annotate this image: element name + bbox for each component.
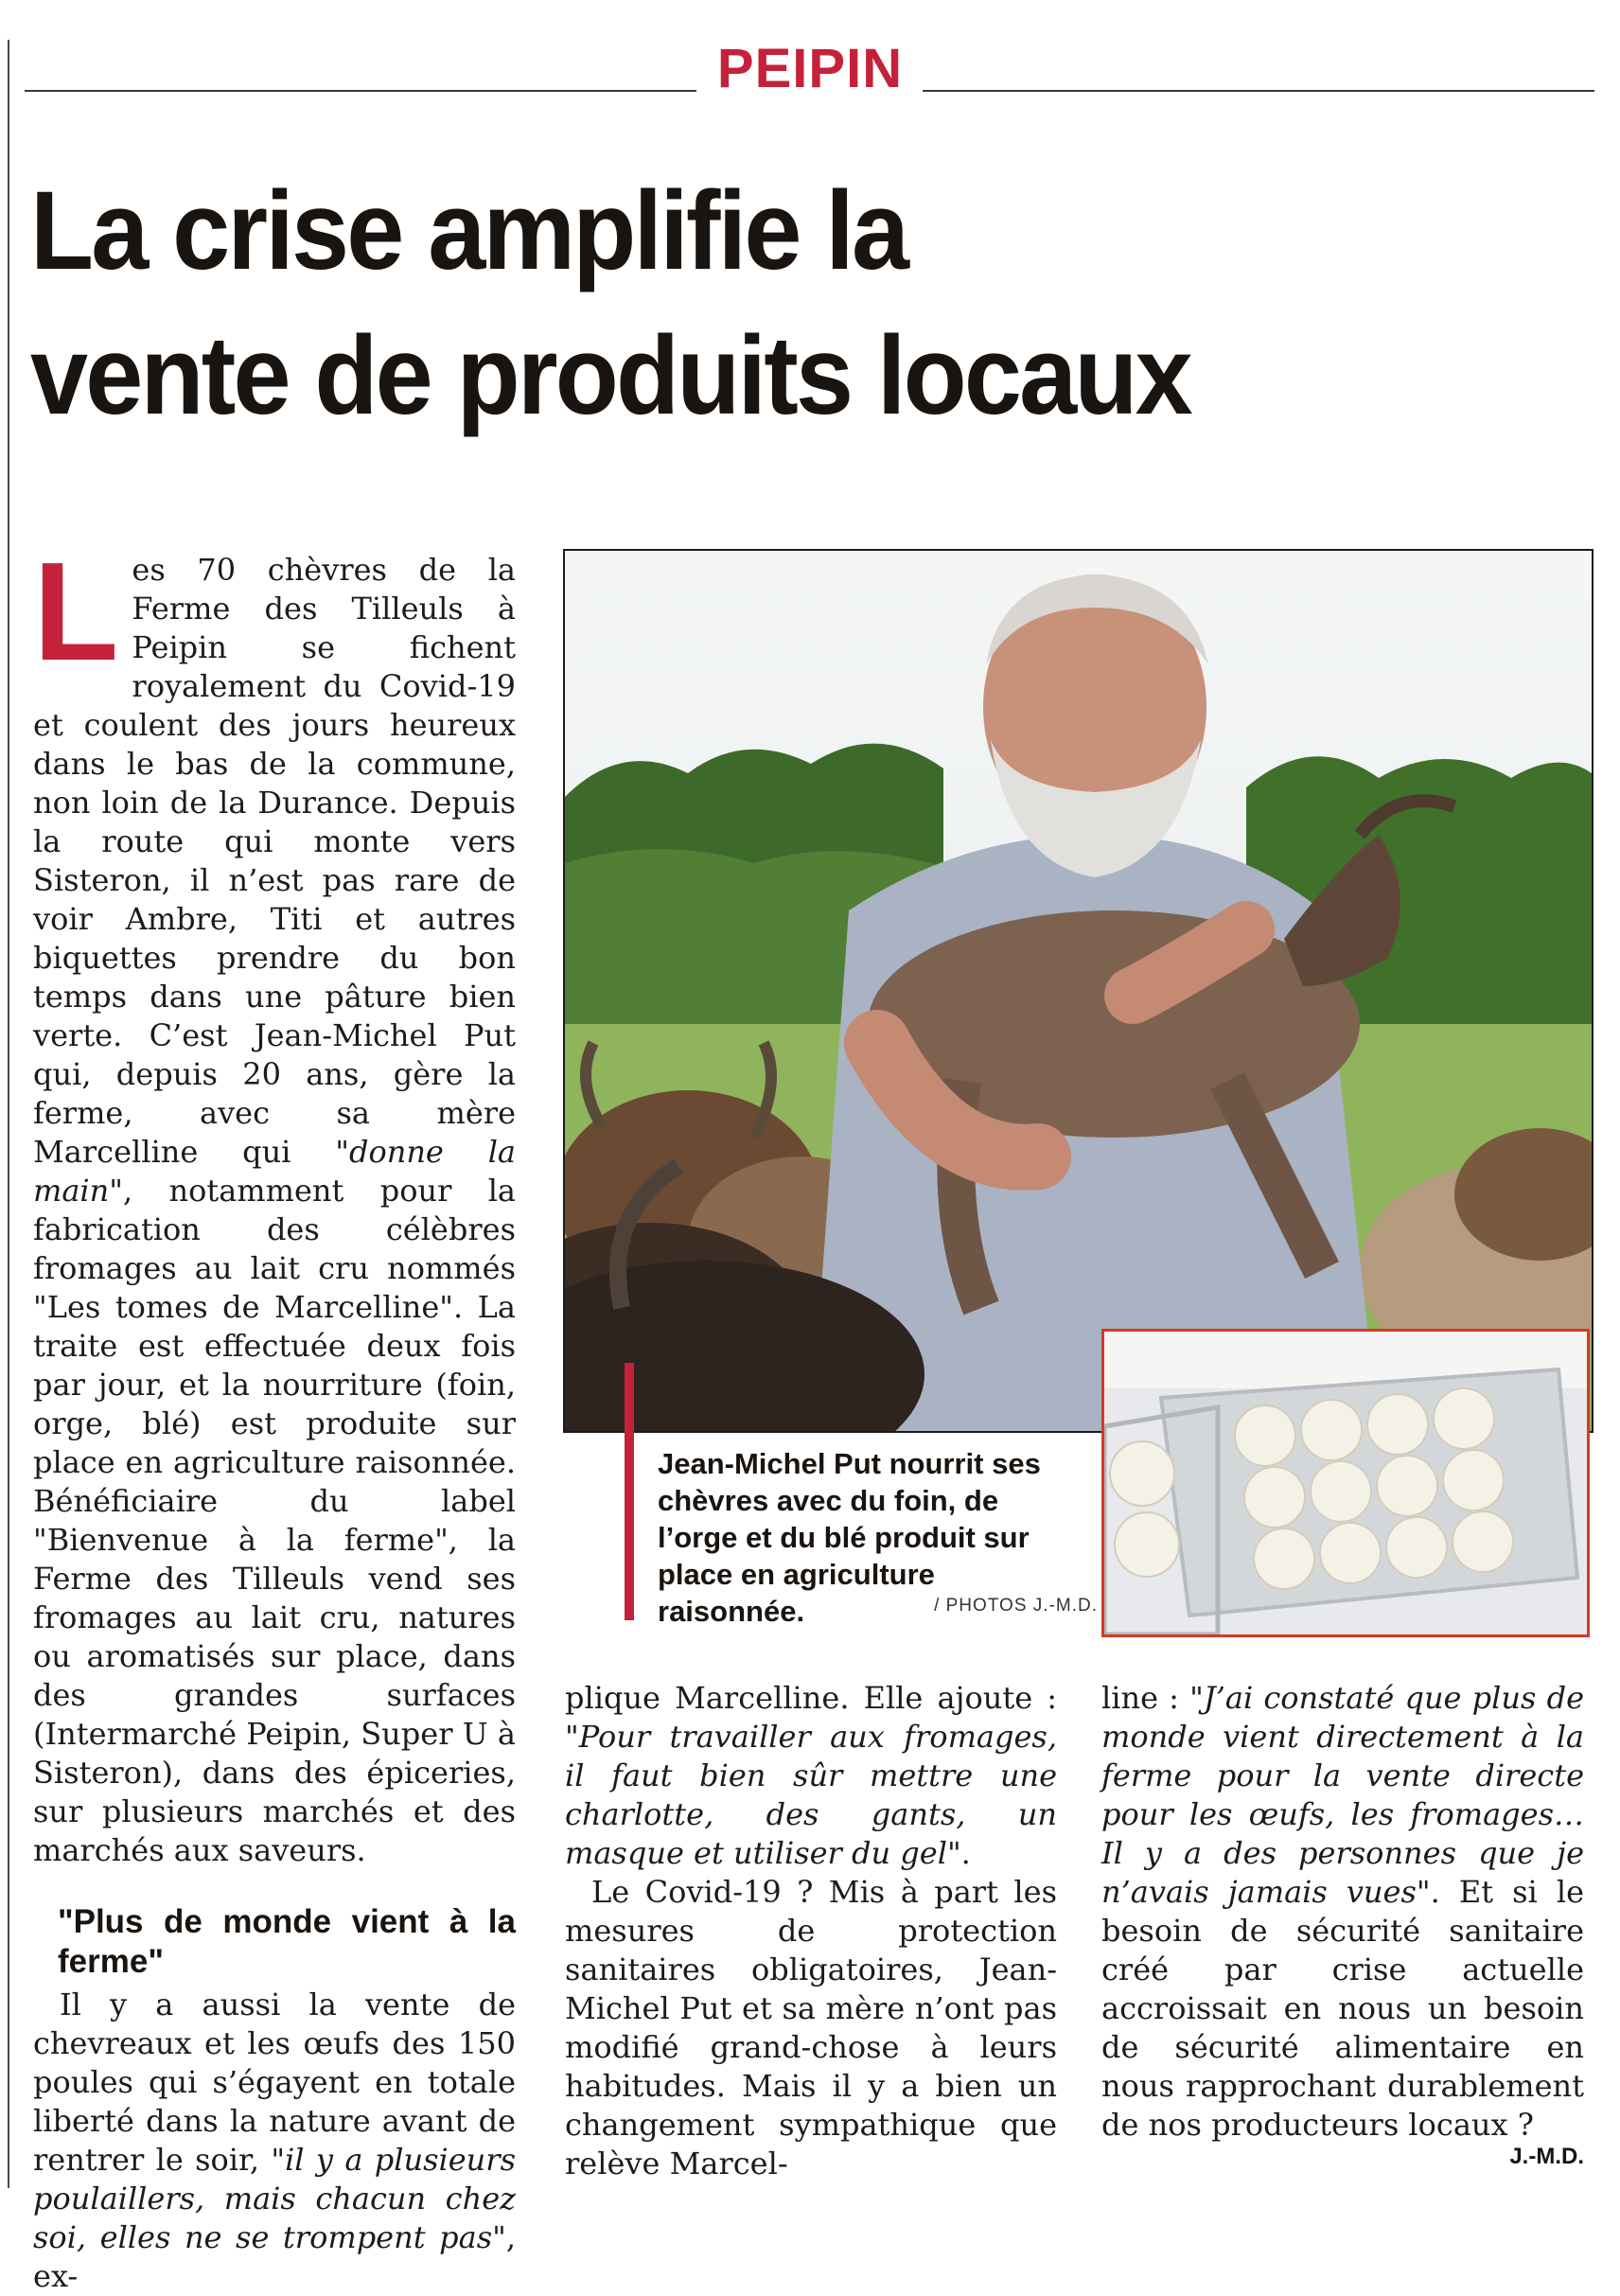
- caption-accent-bar: [625, 1363, 634, 1620]
- lead-text-end: ", notamment pour la fabrication des célèbres fromages au lait cru nommés "Les tomes de Marcelline". La traite est effectuée deux fois par jour, et la nourriture (foin, orge, blé) est produite sur place en agriculture raisonnée. Bénéficiaire du label "Bienvenue à la ferme", la Ferme des Tilleuls vend ses fromages au lait cru, natures ou aromatisés sur place, dans des grandes surfaces (Intermarché Peipin, Super U à Sisteron), dans des épiceries, sur plusieurs marchés et des marchés aux saveurs.: [33, 1173, 516, 1868]
- paragraph-5-quote: J’ai constaté que plus de monde vient directement à la ferme pour la vente directe pour les œufs, les fromages… Il y a des personnes que je n’avais jamais vues: [1101, 1680, 1585, 1910]
- lead-quote: donne la main: [33, 1134, 516, 1209]
- paragraph-5-end: ". Et si le besoin de sécurité sanitaire créé par crise actuelle accroissait en nous un besoin de sécurité alimentaire en nous rapprochant durablement de nos producteurs locaux ?: [1101, 1874, 1585, 2143]
- article-column-3: [1101, 1679, 1584, 2145]
- paragraph-2-end: ", ex-: [33, 2219, 516, 2294]
- paragraph-3: [565, 1679, 1057, 1873]
- paragraph-3-end: ".: [946, 1835, 971, 1871]
- article-column-1: [33, 534, 517, 2296]
- lead-text: es 70 chèvres de la Ferme des Tilleuls à Peipin se fichent royalement du Covid-19 et coulent des jours heureux dans le bas de la commune, non loin de la Durance. Depuis la route qui monte vers Sisteron, il n’est pas rare de voir Ambre, Titi et autres biquettes prendre du bon temps dans une pâture bien verte. C’est Jean-Michel Put qui, depuis 20 ans, gère la ferme, avec sa mère Marcelline qui ": [33, 552, 516, 1170]
- headline-line-1: La crise amplifie la: [30, 168, 907, 293]
- paragraph-5-text: line : ": [1101, 1680, 1204, 1716]
- paragraph-3-text: plique Marcelline. Elle ajoute : ": [565, 1680, 1057, 1755]
- paragraph-2-quote: il y a plusieurs poulaillers, mais chacun chez soi, elles ne se trompent pas: [33, 2142, 517, 2255]
- headline: [30, 159, 1491, 449]
- dropcap-letter: L: [33, 534, 119, 690]
- photo-credit: / PHOTOS J.-M.D.: [934, 1596, 1098, 1616]
- left-column-rule: [8, 40, 9, 2188]
- main-photo: [563, 549, 1594, 1433]
- paragraph-5: [1101, 1679, 1584, 2145]
- article-column-2: [565, 1679, 1057, 2183]
- cheese-trays-image: [1104, 1332, 1587, 1634]
- lead-paragraph: [33, 534, 516, 1870]
- paragraph-2-text: Il y a aussi la vente de chevreaux et les œufs des 150 poules qui s’égayent en totale liberté dans la nature avant de rentrer le soir, ": [33, 1987, 516, 2178]
- paragraph-3-quote: Pour travailler aux fromages, il faut bien sûr mettre une charlotte, des gants, un masque et utiliser du gel: [565, 1719, 1057, 1871]
- author-signature: J.-M.D.: [1509, 2144, 1584, 2169]
- headline-line-2: vente de produits locaux: [30, 313, 1190, 438]
- paragraph-4: Le Covid-19 ? Mis à part les mesures de protection sanitaires obligatoires, Jean-Michel Put et sa mère n’ont pas modifié grand-chose à leurs habitudes. Mais il y a bien un changement sympathique que relève Marcel-: [565, 1874, 1057, 2181]
- inset-cheese-photo: [1101, 1329, 1590, 1637]
- farmer-with-goat-image: [565, 551, 1592, 1431]
- subheading: "Plus de monde vient à la ferme": [58, 1903, 516, 1980]
- paragraph-2: [33, 1986, 516, 2296]
- photo-caption: Jean-Michel Put nourrit ses chèvres avec du foin, de l’orge et du blé produit sur place en agriculture raisonnée.: [658, 1447, 1041, 1628]
- section-kicker: PEIPIN: [716, 38, 904, 99]
